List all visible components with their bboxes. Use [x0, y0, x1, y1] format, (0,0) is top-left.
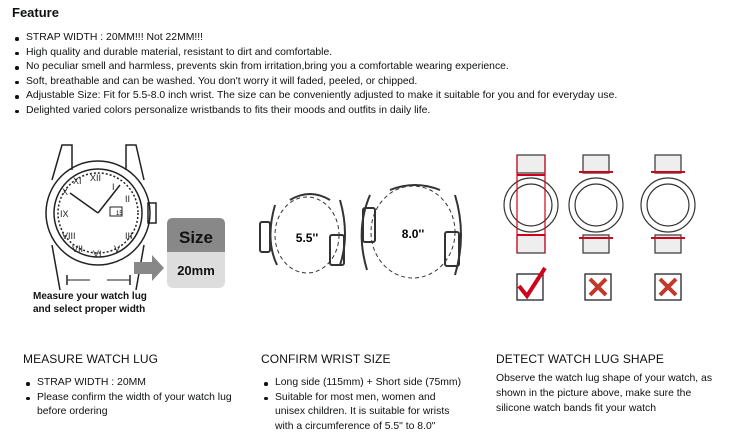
section-item: Long side (115mm) + Short side (75mm) — [261, 376, 466, 391]
svg-text:X: X — [62, 187, 69, 197]
feature-item: Adjustable Size: Fit for 5.5-8.0 inch wrist. The size can be conveniently adjusted to make it suitable for you and for everyday use. — [12, 89, 617, 104]
caption-line2: and select proper width — [33, 304, 146, 315]
feature-title: Feature — [12, 5, 59, 20]
cross-icon — [660, 279, 676, 295]
date-window: 15 — [116, 211, 123, 217]
feature-list — [12, 31, 617, 119]
svg-text:VI: VI — [93, 249, 102, 259]
section-item: Suitable for most men, women and unisex children. It is suitable for wrists with a circumference of 5.5" to 8.0" — [261, 391, 466, 435]
feature-item: STRAP WIDTH : 20MM!!! Not 22MM!!! — [12, 31, 617, 46]
wrist-size-illustration — [255, 160, 470, 290]
wrist-large-label: 8.0'' — [401, 227, 425, 241]
section-item: Please confirm the width of your watch lug before ordering — [23, 391, 238, 420]
section-text: Observe the watch lug shape of your watch, as shown in the picture above, make sure the silicone watch bands fit your watch — [496, 373, 713, 414]
measure-lug-section — [23, 352, 238, 420]
caption-line1: Measure your watch lug — [33, 291, 147, 302]
measure-lug-illustration — [30, 135, 230, 320]
cross-icon — [590, 279, 606, 295]
feature-item: Soft, breathable and can be washed. You don't worry it will faded, peeled, or chipped. — [12, 75, 617, 90]
size-label: Size — [178, 228, 214, 247]
size-value: 20mm — [177, 263, 215, 278]
section-heading: CONFIRM WRIST SIZE — [261, 352, 391, 366]
wrist-small-label: 5.5'' — [295, 231, 319, 245]
check-icon — [519, 268, 545, 296]
svg-text:XI: XI — [73, 176, 82, 186]
svg-text:IX: IX — [60, 209, 69, 219]
lug-shape-illustration — [495, 150, 705, 305]
feature-item: No peculiar smell and harmless, prevents skin from irritation,bring you a comfortable wearing experience. — [12, 60, 617, 75]
detect-lug-section — [496, 352, 721, 416]
section-heading: DETECT WATCH LUG SHAPE — [496, 352, 664, 366]
svg-text:VII: VII — [72, 244, 84, 254]
svg-text:II: II — [125, 194, 131, 204]
svg-text:XII: XII — [90, 173, 102, 183]
feature-item: Delighted varied colors personalize wristbands to fits their moods and outfits in daily life. — [12, 104, 617, 119]
svg-text:VIII: VIII — [62, 231, 76, 241]
svg-text:I: I — [112, 182, 115, 192]
confirm-wrist-section — [261, 352, 466, 434]
section-item: STRAP WIDTH : 20MM — [23, 376, 238, 391]
feature-item: High quality and durable material, resistant to dirt and comfortable. — [12, 46, 617, 61]
svg-text:III: III — [125, 231, 133, 241]
svg-text:V: V — [114, 244, 121, 254]
section-heading: MEASURE WATCH LUG — [23, 352, 159, 366]
